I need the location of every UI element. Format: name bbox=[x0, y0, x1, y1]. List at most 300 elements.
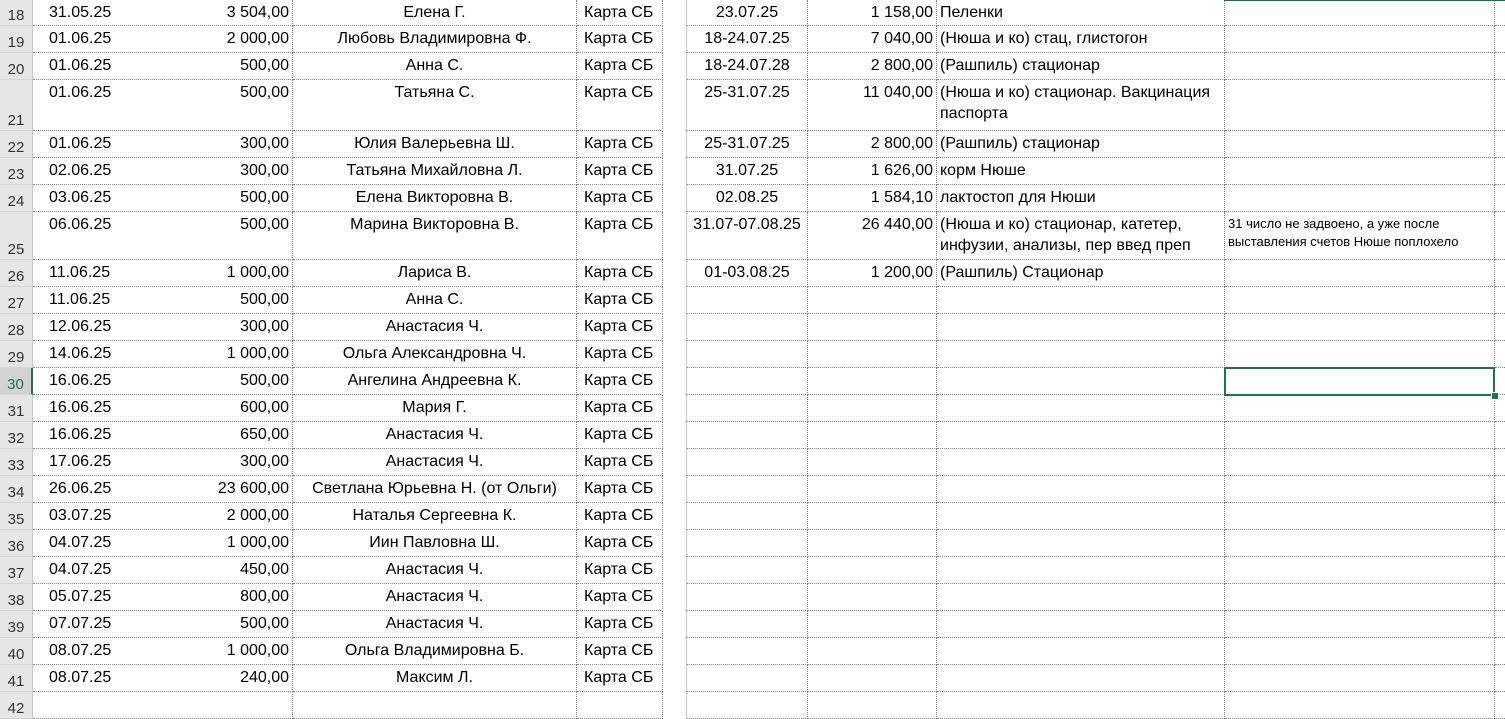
edge-column-cell[interactable] bbox=[1495, 0, 1505, 26]
donor-name-cell[interactable]: Иин Павловна Ш. bbox=[293, 530, 577, 557]
table-row bbox=[0, 314, 1505, 341]
donation-date: 01.06.25 bbox=[49, 30, 112, 47]
donation-amount: 500,00 bbox=[240, 291, 289, 308]
donation-amount: 450,00 bbox=[240, 561, 289, 578]
edge-column-cell[interactable] bbox=[1495, 80, 1505, 131]
donor-name-cell[interactable]: Анастасия Ч. bbox=[293, 584, 577, 611]
expense-description-cell[interactable] bbox=[937, 422, 1225, 449]
donation-date: 11.06.25 bbox=[49, 264, 111, 281]
row-header[interactable]: 31 bbox=[0, 395, 33, 422]
note-cell[interactable]: 31 число не задвоено, а уже после выставления счетов Нюше поплохело bbox=[1225, 212, 1495, 260]
expense-description-cell[interactable] bbox=[937, 611, 1225, 638]
donor-name-cell[interactable]: Анна С. bbox=[293, 53, 577, 80]
payment-method-cell[interactable]: Карта СБ bbox=[577, 158, 663, 185]
donor-name-cell[interactable]: Ольга Александровна Ч. bbox=[293, 341, 577, 368]
donor-name-cell[interactable]: Татьяна С. bbox=[293, 80, 577, 131]
donation-date-amount-cell[interactable] bbox=[33, 584, 293, 611]
donation-date-amount-cell[interactable] bbox=[33, 395, 293, 422]
active-cell-selection[interactable] bbox=[1224, 367, 1495, 396]
spacer-column-cell[interactable] bbox=[663, 341, 687, 368]
spacer-column-cell[interactable] bbox=[663, 287, 687, 314]
donation-amount: 500,00 bbox=[240, 84, 289, 101]
spacer-column-cell[interactable] bbox=[663, 131, 687, 158]
expense-date-cell[interactable]: 18-24.07.25 bbox=[687, 26, 808, 53]
expense-amount-cell[interactable] bbox=[808, 341, 937, 368]
donation-amount: 3 504,00 bbox=[226, 4, 289, 21]
donation-date: 02.06.25 bbox=[49, 162, 112, 179]
expense-description-cell[interactable] bbox=[937, 341, 1225, 368]
donation-amount: 500,00 bbox=[240, 189, 289, 206]
expense-amount-cell[interactable] bbox=[808, 692, 937, 719]
donation-date-amount-cell[interactable] bbox=[33, 80, 293, 131]
payment-method-cell[interactable]: Карта СБ bbox=[577, 530, 663, 557]
donor-name-cell[interactable]: Анастасия Ч. bbox=[293, 449, 577, 476]
expense-description-cell[interactable]: (Нюша и ко) стац, глистогон bbox=[937, 26, 1225, 53]
payment-method-cell[interactable]: Карта СБ bbox=[577, 80, 663, 131]
expense-amount-cell[interactable] bbox=[808, 530, 937, 557]
donation-date: 04.07.25 bbox=[49, 534, 112, 551]
row-header[interactable]: 30 bbox=[0, 368, 33, 395]
donation-date-amount-cell[interactable] bbox=[33, 665, 293, 692]
expense-description-cell[interactable] bbox=[937, 530, 1225, 557]
note-cell[interactable] bbox=[1225, 422, 1495, 449]
edge-column-cell[interactable] bbox=[1495, 584, 1505, 611]
edge-column-cell[interactable] bbox=[1495, 368, 1505, 395]
payment-method-cell[interactable]: Карта СБ bbox=[577, 665, 663, 692]
donation-date-amount-cell[interactable] bbox=[33, 212, 293, 260]
payment-method-cell[interactable]: Карта СБ bbox=[577, 557, 663, 584]
note-cell[interactable] bbox=[1225, 584, 1495, 611]
spacer-column-cell[interactable] bbox=[663, 692, 687, 719]
expense-date-cell[interactable]: 02.08.25 bbox=[687, 185, 808, 212]
expense-date-cell[interactable] bbox=[687, 638, 808, 665]
payment-method-cell[interactable]: Карта СБ bbox=[577, 53, 663, 80]
note-cell[interactable] bbox=[1225, 557, 1495, 584]
donation-date: 04.07.25 bbox=[49, 561, 112, 578]
edge-column-cell[interactable] bbox=[1495, 53, 1505, 80]
row-header[interactable]: 39 bbox=[0, 611, 33, 638]
donor-name-cell[interactable]: Анастасия Ч. bbox=[293, 314, 577, 341]
table-row bbox=[0, 638, 1505, 665]
expense-amount-cell[interactable] bbox=[808, 665, 937, 692]
row-header[interactable]: 29 bbox=[0, 341, 33, 368]
expense-amount-cell[interactable]: 2 800,00 bbox=[808, 53, 937, 80]
table-row bbox=[0, 158, 1505, 185]
donor-name-cell[interactable]: Юлия Валерьевна Ш. bbox=[293, 131, 577, 158]
donation-date-amount-cell[interactable] bbox=[33, 260, 293, 287]
donation-date-amount-cell[interactable] bbox=[33, 26, 293, 53]
donation-amount: 2 000,00 bbox=[226, 507, 289, 524]
expense-date-cell[interactable] bbox=[687, 368, 808, 395]
expense-amount-cell[interactable] bbox=[808, 287, 937, 314]
donation-date-amount-cell[interactable] bbox=[33, 530, 293, 557]
donation-date-amount-cell[interactable] bbox=[33, 476, 293, 503]
expense-description-cell[interactable] bbox=[937, 395, 1225, 422]
donation-amount: 650,00 bbox=[240, 426, 289, 443]
edge-column-cell[interactable] bbox=[1495, 530, 1505, 557]
spacer-column-cell[interactable] bbox=[663, 638, 687, 665]
edge-column-cell[interactable] bbox=[1495, 341, 1505, 368]
row-header[interactable]: 27 bbox=[0, 287, 33, 314]
expense-date-cell[interactable] bbox=[687, 476, 808, 503]
expense-description-cell[interactable]: Пеленки bbox=[937, 0, 1225, 26]
donor-name-cell[interactable]: Татьяна Михайловна Л. bbox=[293, 158, 577, 185]
expense-date-cell[interactable] bbox=[687, 692, 808, 719]
payment-method-cell[interactable]: Карта СБ bbox=[577, 503, 663, 530]
spacer-column-cell[interactable] bbox=[663, 158, 687, 185]
donation-amount: 240,00 bbox=[240, 669, 289, 686]
donation-date: 16.06.25 bbox=[49, 372, 112, 389]
row-header[interactable]: 33 bbox=[0, 449, 33, 476]
spacer-column-cell[interactable] bbox=[663, 503, 687, 530]
expense-amount-cell[interactable]: 26 440,00 bbox=[808, 212, 937, 260]
spacer-column-cell[interactable] bbox=[663, 395, 687, 422]
row-header[interactable]: 38 bbox=[0, 584, 33, 611]
donor-name-cell[interactable] bbox=[293, 692, 577, 719]
donor-name-cell[interactable]: Анна С. bbox=[293, 287, 577, 314]
expense-description-cell[interactable]: (Нюша и ко) стационар, катетер, инфузии, анализы, пер введ преп bbox=[937, 212, 1225, 260]
donation-date: 08.07.25 bbox=[49, 669, 112, 686]
expense-date-cell[interactable] bbox=[687, 341, 808, 368]
table-row bbox=[0, 584, 1505, 611]
expense-amount-cell[interactable]: 1 158,00 bbox=[808, 0, 937, 26]
edge-column-cell[interactable] bbox=[1495, 611, 1505, 638]
table-row bbox=[0, 692, 1505, 719]
expense-amount-cell[interactable] bbox=[808, 395, 937, 422]
edge-column-cell[interactable] bbox=[1495, 131, 1505, 158]
payment-method-cell[interactable]: Карта СБ bbox=[577, 638, 663, 665]
row-header[interactable]: 23 bbox=[0, 158, 33, 185]
donation-date-amount-cell[interactable] bbox=[33, 368, 293, 395]
row-header[interactable]: 34 bbox=[0, 476, 33, 503]
expense-description-cell[interactable] bbox=[937, 476, 1225, 503]
row-header[interactable]: 42 bbox=[0, 692, 33, 719]
expense-amount-cell[interactable] bbox=[808, 584, 937, 611]
expense-amount-cell[interactable]: 11 040,00 bbox=[808, 80, 937, 131]
row-header[interactable]: 32 bbox=[0, 422, 33, 449]
donation-date-amount-cell[interactable] bbox=[33, 0, 293, 26]
edge-column-cell[interactable] bbox=[1495, 476, 1505, 503]
donor-name-cell[interactable]: Ангелина Андреевна К. bbox=[293, 368, 577, 395]
row-header[interactable]: 19 bbox=[0, 26, 33, 53]
note-cell[interactable] bbox=[1225, 530, 1495, 557]
donation-amount: 1 000,00 bbox=[226, 264, 289, 281]
expense-amount-cell[interactable] bbox=[808, 557, 937, 584]
donation-date: 01.06.25 bbox=[49, 57, 112, 74]
table-row bbox=[0, 665, 1505, 692]
table-row bbox=[0, 26, 1505, 53]
expense-amount-cell[interactable] bbox=[808, 503, 937, 530]
table-row bbox=[0, 53, 1505, 80]
note-cell[interactable] bbox=[1225, 26, 1495, 53]
donation-date-amount-cell[interactable] bbox=[33, 341, 293, 368]
spacer-column-cell[interactable] bbox=[663, 611, 687, 638]
donor-name-cell[interactable]: Елена Викторовна В. bbox=[293, 185, 577, 212]
row-header[interactable]: 28 bbox=[0, 314, 33, 341]
donation-date: 26.06.25 bbox=[49, 480, 112, 497]
expense-amount-cell[interactable] bbox=[808, 638, 937, 665]
expense-description-cell[interactable] bbox=[937, 503, 1225, 530]
spacer-column-cell[interactable] bbox=[663, 530, 687, 557]
expense-date-cell[interactable] bbox=[687, 395, 808, 422]
edge-column-cell[interactable] bbox=[1495, 212, 1505, 260]
expense-date-cell[interactable]: 01-03.08.25 bbox=[687, 260, 808, 287]
donor-name-cell[interactable]: Любовь Владимировна Ф. bbox=[293, 26, 577, 53]
donor-name-cell[interactable]: Светлана Юрьевна Н. (от Ольги) bbox=[293, 476, 577, 503]
donor-name-cell[interactable]: Анастасия Ч. bbox=[293, 557, 577, 584]
expense-date-cell[interactable]: 31.07.25 bbox=[687, 158, 808, 185]
expense-description-cell[interactable] bbox=[937, 557, 1225, 584]
donation-date-amount-cell[interactable] bbox=[33, 53, 293, 80]
expense-date-cell[interactable] bbox=[687, 611, 808, 638]
expense-description-cell[interactable]: (Рашпиль) стационар bbox=[937, 131, 1225, 158]
donation-date-amount-cell[interactable] bbox=[33, 692, 293, 719]
donation-date: 11.06.25 bbox=[49, 291, 111, 308]
expense-description-cell[interactable] bbox=[937, 368, 1225, 395]
donation-date-amount-cell[interactable] bbox=[33, 422, 293, 449]
expense-date-cell[interactable]: 31.07-07.08.25 bbox=[687, 212, 808, 260]
donation-date-amount-cell[interactable] bbox=[33, 449, 293, 476]
payment-method-cell[interactable]: Карта СБ bbox=[577, 185, 663, 212]
spacer-column-cell[interactable] bbox=[663, 80, 687, 131]
donation-amount: 500,00 bbox=[240, 216, 289, 233]
expense-date-cell[interactable] bbox=[687, 422, 808, 449]
table-row bbox=[0, 80, 1505, 131]
expense-amount-cell[interactable] bbox=[808, 368, 937, 395]
edge-column-cell[interactable] bbox=[1495, 185, 1505, 212]
note-cell[interactable] bbox=[1225, 449, 1495, 476]
note-cell[interactable] bbox=[1225, 341, 1495, 368]
spacer-column-cell[interactable] bbox=[663, 557, 687, 584]
edge-column-cell[interactable] bbox=[1495, 692, 1505, 719]
donation-date-amount-cell[interactable] bbox=[33, 557, 293, 584]
expense-amount-cell[interactable]: 7 040,00 bbox=[808, 26, 937, 53]
spacer-column-cell[interactable] bbox=[663, 53, 687, 80]
donation-amount: 2 000,00 bbox=[226, 30, 289, 47]
note-cell[interactable] bbox=[1225, 131, 1495, 158]
expense-description-cell[interactable] bbox=[937, 584, 1225, 611]
donor-name-cell[interactable]: Анастасия Ч. bbox=[293, 422, 577, 449]
payment-method-cell[interactable]: Карта СБ bbox=[577, 287, 663, 314]
expense-amount-cell[interactable]: 1 200,00 bbox=[808, 260, 937, 287]
expense-description-cell[interactable] bbox=[937, 314, 1225, 341]
payment-method-cell[interactable]: Карта СБ bbox=[577, 212, 663, 260]
expense-description-cell[interactable] bbox=[937, 638, 1225, 665]
spacer-column-cell[interactable] bbox=[663, 314, 687, 341]
edge-column-cell[interactable] bbox=[1495, 422, 1505, 449]
expense-amount-cell[interactable] bbox=[808, 476, 937, 503]
payment-method-cell[interactable] bbox=[577, 692, 663, 719]
donation-date-amount-cell[interactable] bbox=[33, 314, 293, 341]
expense-date-cell[interactable] bbox=[687, 449, 808, 476]
spacer-column-cell[interactable] bbox=[663, 185, 687, 212]
row-header[interactable]: 24 bbox=[0, 185, 33, 212]
edge-column-cell[interactable] bbox=[1495, 449, 1505, 476]
note-cell[interactable] bbox=[1225, 503, 1495, 530]
donor-name-cell[interactable]: Наталья Сергеевна К. bbox=[293, 503, 577, 530]
row-header[interactable]: 35 bbox=[0, 503, 33, 530]
donation-date-amount-cell[interactable] bbox=[33, 638, 293, 665]
expense-date-cell[interactable]: 25-31.07.25 bbox=[687, 80, 808, 131]
note-cell[interactable] bbox=[1225, 314, 1495, 341]
row-header[interactable]: 37 bbox=[0, 557, 33, 584]
expense-date-cell[interactable]: 25-31.07.25 bbox=[687, 131, 808, 158]
donation-amount: 300,00 bbox=[240, 453, 289, 470]
donor-name-cell[interactable]: Мария Г. bbox=[293, 395, 577, 422]
spacer-column-cell[interactable] bbox=[663, 476, 687, 503]
note-cell[interactable] bbox=[1225, 611, 1495, 638]
expense-date-cell[interactable]: 18-24.07.28 bbox=[687, 53, 808, 80]
donation-date: 16.06.25 bbox=[49, 426, 112, 443]
donor-name-cell[interactable]: Анастасия Ч. bbox=[293, 611, 577, 638]
payment-method-cell[interactable]: Карта СБ bbox=[577, 611, 663, 638]
note-cell[interactable] bbox=[1225, 260, 1495, 287]
payment-method-cell[interactable]: Карта СБ bbox=[577, 395, 663, 422]
expense-date-cell[interactable]: 23.07.25 bbox=[687, 0, 808, 26]
expense-date-cell[interactable] bbox=[687, 503, 808, 530]
note-cell[interactable] bbox=[1225, 287, 1495, 314]
row-header[interactable]: 22 bbox=[0, 131, 33, 158]
donor-name-cell[interactable]: Лариса В. bbox=[293, 260, 577, 287]
expense-amount-cell[interactable]: 1 584,10 bbox=[808, 185, 937, 212]
payment-method-cell[interactable]: Карта СБ bbox=[577, 0, 663, 26]
donation-amount: 1 000,00 bbox=[226, 345, 289, 362]
expense-amount-cell[interactable]: 1 626,00 bbox=[808, 158, 937, 185]
table-row bbox=[0, 422, 1505, 449]
donation-date: 12.06.25 bbox=[49, 318, 112, 335]
payment-method-cell[interactable]: Карта СБ bbox=[577, 368, 663, 395]
row-header[interactable]: 36 bbox=[0, 530, 33, 557]
table-row bbox=[0, 476, 1505, 503]
expense-description-cell[interactable] bbox=[937, 692, 1225, 719]
note-cell[interactable] bbox=[1225, 158, 1495, 185]
note-cell[interactable] bbox=[1225, 476, 1495, 503]
expense-description-cell[interactable]: (Рашпиль) стационар bbox=[937, 53, 1225, 80]
note-cell[interactable] bbox=[1225, 80, 1495, 131]
donation-date-amount-cell[interactable] bbox=[33, 158, 293, 185]
donation-date-amount-cell[interactable] bbox=[33, 185, 293, 212]
expense-amount-cell[interactable] bbox=[808, 611, 937, 638]
note-cell[interactable] bbox=[1225, 692, 1495, 719]
expense-date-cell[interactable] bbox=[687, 584, 808, 611]
spacer-column-cell[interactable] bbox=[663, 449, 687, 476]
expense-description-cell[interactable]: лактостоп для Нюши bbox=[937, 185, 1225, 212]
row-header[interactable]: 18 bbox=[0, 0, 33, 26]
edge-column-cell[interactable] bbox=[1495, 638, 1505, 665]
donation-amount: 300,00 bbox=[240, 318, 289, 335]
donation-date: 01.06.25 bbox=[49, 135, 112, 152]
donor-name-cell[interactable]: Ольга Владимировна Б. bbox=[293, 638, 577, 665]
spacer-column-cell[interactable] bbox=[663, 26, 687, 53]
table-row bbox=[0, 449, 1505, 476]
payment-method-cell[interactable]: Карта СБ bbox=[577, 131, 663, 158]
donor-name-cell[interactable]: Елена Г. bbox=[293, 0, 577, 26]
donation-amount: 300,00 bbox=[240, 162, 289, 179]
expense-date-cell[interactable] bbox=[687, 530, 808, 557]
edge-column-cell[interactable] bbox=[1495, 260, 1505, 287]
payment-method-cell[interactable]: Карта СБ bbox=[577, 26, 663, 53]
edge-column-cell[interactable] bbox=[1495, 26, 1505, 53]
edge-column-cell[interactable] bbox=[1495, 158, 1505, 185]
expense-description-cell[interactable] bbox=[937, 449, 1225, 476]
edge-column-cell[interactable] bbox=[1495, 314, 1505, 341]
payment-method-cell[interactable]: Карта СБ bbox=[577, 260, 663, 287]
note-cell[interactable] bbox=[1225, 638, 1495, 665]
row-header[interactable]: 25 bbox=[0, 212, 33, 260]
table-row bbox=[0, 131, 1505, 158]
note-cell[interactable] bbox=[1225, 665, 1495, 692]
note-cell[interactable] bbox=[1225, 0, 1495, 26]
donation-amount: 300,00 bbox=[240, 135, 289, 152]
payment-method-cell[interactable]: Карта СБ bbox=[577, 422, 663, 449]
spacer-column-cell[interactable] bbox=[663, 584, 687, 611]
donation-date: 07.07.25 bbox=[49, 615, 112, 632]
expense-amount-cell[interactable]: 2 800,00 bbox=[808, 131, 937, 158]
donor-name-cell[interactable]: Максим Л. bbox=[293, 665, 577, 692]
row-header[interactable]: 41 bbox=[0, 665, 33, 692]
spacer-column-cell[interactable] bbox=[663, 0, 687, 26]
spacer-column-cell[interactable] bbox=[663, 422, 687, 449]
expense-description-cell[interactable] bbox=[937, 665, 1225, 692]
row-header[interactable]: 26 bbox=[0, 260, 33, 287]
donation-date: 03.07.25 bbox=[49, 507, 112, 524]
donation-date-amount-cell[interactable] bbox=[33, 611, 293, 638]
note-cell[interactable] bbox=[1225, 185, 1495, 212]
payment-method-cell[interactable]: Карта СБ bbox=[577, 449, 663, 476]
payment-method-cell[interactable]: Карта СБ bbox=[577, 341, 663, 368]
donation-date-amount-cell[interactable] bbox=[33, 287, 293, 314]
edge-column-cell[interactable] bbox=[1495, 665, 1505, 692]
spacer-column-cell[interactable] bbox=[663, 665, 687, 692]
expense-date-cell[interactable] bbox=[687, 287, 808, 314]
donation-date-amount-cell[interactable] bbox=[33, 131, 293, 158]
donation-amount: 500,00 bbox=[240, 57, 289, 74]
expense-description-cell[interactable]: (Нюша и ко) стационар. Вакцинация паспорта bbox=[937, 80, 1225, 131]
expense-amount-cell[interactable] bbox=[808, 449, 937, 476]
expense-amount-cell[interactable] bbox=[808, 422, 937, 449]
spacer-column-cell[interactable] bbox=[663, 260, 687, 287]
expense-amount-cell[interactable] bbox=[808, 314, 937, 341]
row-header[interactable]: 21 bbox=[0, 80, 33, 131]
table-row bbox=[0, 0, 1505, 26]
payment-method-cell[interactable]: Карта СБ bbox=[577, 476, 663, 503]
edge-column-cell[interactable] bbox=[1495, 503, 1505, 530]
payment-method-cell[interactable]: Карта СБ bbox=[577, 314, 663, 341]
expense-date-cell[interactable] bbox=[687, 557, 808, 584]
payment-method-cell[interactable]: Карта СБ bbox=[577, 584, 663, 611]
donor-name-cell[interactable]: Марина Викторовна В. bbox=[293, 212, 577, 260]
table-row bbox=[0, 341, 1505, 368]
donation-date-amount-cell[interactable] bbox=[33, 503, 293, 530]
expense-date-cell[interactable] bbox=[687, 314, 808, 341]
spacer-column-cell[interactable] bbox=[663, 368, 687, 395]
donation-amount: 1 000,00 bbox=[226, 642, 289, 659]
spacer-column-cell[interactable] bbox=[663, 212, 687, 260]
note-cell[interactable] bbox=[1225, 53, 1495, 80]
donation-date: 16.06.25 bbox=[49, 399, 112, 416]
edge-column-cell[interactable] bbox=[1495, 557, 1505, 584]
expense-description-cell[interactable] bbox=[937, 287, 1225, 314]
expense-date-cell[interactable] bbox=[687, 665, 808, 692]
expense-description-cell[interactable]: корм Нюше bbox=[937, 158, 1225, 185]
note-cell[interactable] bbox=[1225, 395, 1495, 422]
expense-description-cell[interactable]: (Рашпиль) Стационар bbox=[937, 260, 1225, 287]
row-header[interactable]: 20 bbox=[0, 53, 33, 80]
fill-handle[interactable] bbox=[1491, 392, 1499, 400]
row-header[interactable]: 40 bbox=[0, 638, 33, 665]
donation-date: 17.06.25 bbox=[49, 453, 112, 470]
edge-column-cell[interactable] bbox=[1495, 287, 1505, 314]
